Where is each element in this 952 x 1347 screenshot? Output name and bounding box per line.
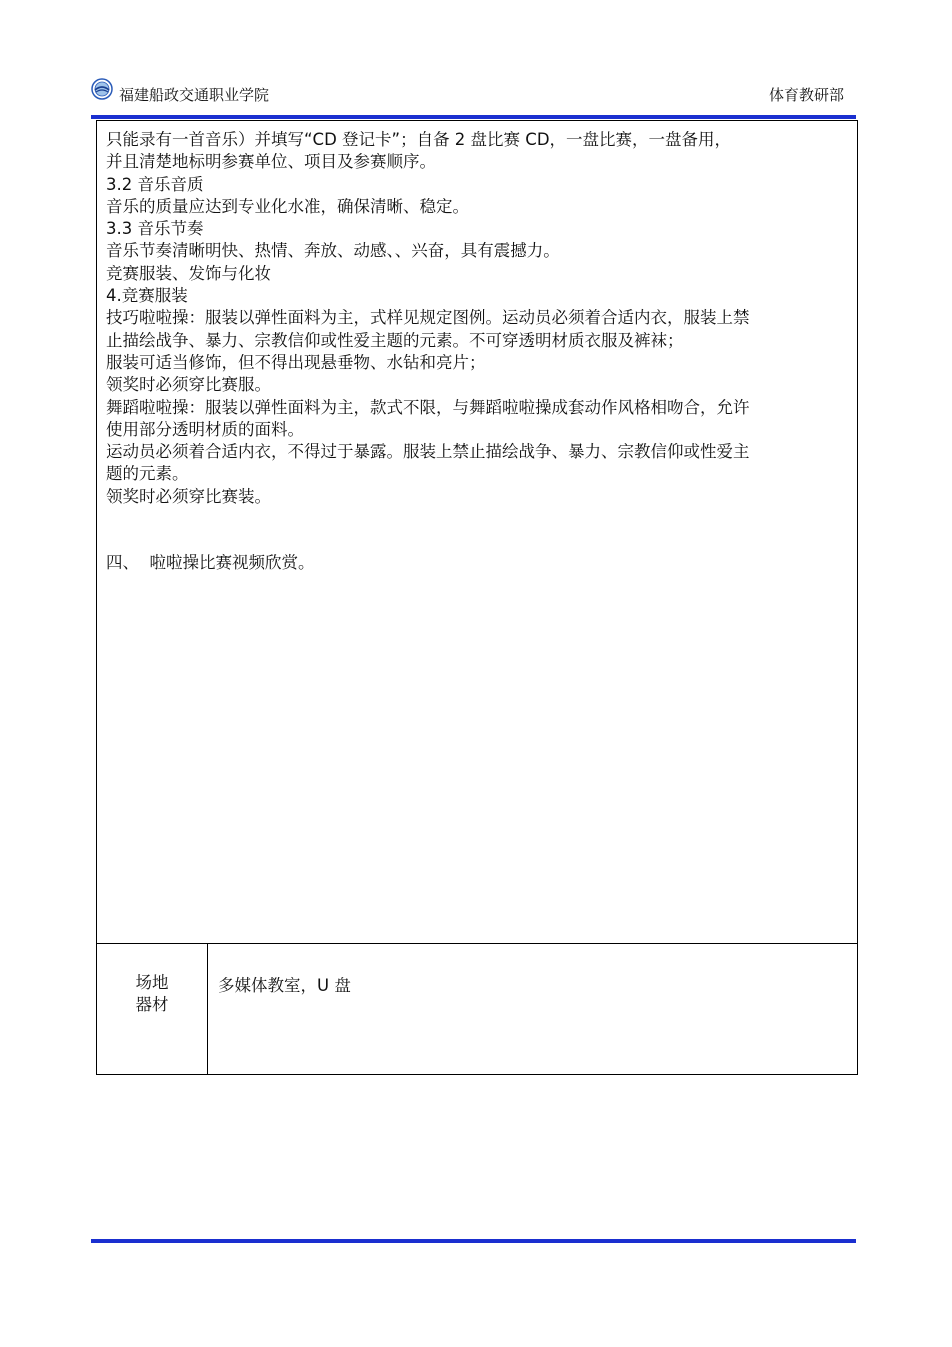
text-line: 音乐的质量应达到专业化水准，确保清晰、稳定。 bbox=[106, 196, 469, 216]
department-name: 体育教研部 bbox=[768, 86, 844, 104]
text-line: 领奖时必须穿比赛服。 bbox=[106, 375, 271, 395]
text-line: 只能录有一首音乐）并填写“CD 登记卡”；自备 2 盘比赛 CD，一盘比赛，一盘备用， bbox=[106, 130, 732, 149]
text-line: 3.2 音乐音质 bbox=[106, 174, 204, 194]
text-line: 运动员必须着合适内衣，不得过于暴露。服装上禁止描绘战争、暴力、宗教信仰或性爱主 bbox=[106, 442, 750, 462]
venue-value-cell bbox=[208, 944, 858, 1075]
venue-value: 多媒体教室，U 盘 bbox=[218, 976, 351, 995]
venue-label-line2: 器材 bbox=[135, 995, 169, 1014]
venue-label-line1: 场地 bbox=[135, 973, 169, 992]
section-four-heading: 四、 啦啦操比赛视频欣赏。 bbox=[106, 553, 315, 573]
text-line: 技巧啦啦操：服装以弹性面料为主，式样见规定图例。运动员必须着合适内衣，服装上禁 bbox=[106, 308, 750, 328]
text-line: 4.竞赛服装 bbox=[106, 286, 188, 306]
content-cell bbox=[97, 121, 858, 944]
header-divider bbox=[91, 115, 856, 119]
text-line: 题的元素。 bbox=[106, 464, 189, 484]
text-line: 舞蹈啦啦操：服装以弹性面料为主，款式不限，与舞蹈啦啦操成套动作风格相吻合，允许 bbox=[106, 397, 750, 417]
college-emblem-icon bbox=[91, 78, 113, 100]
text-line: 领奖时必须穿比赛装。 bbox=[106, 486, 271, 506]
venue-label bbox=[97, 944, 207, 1016]
school-name: 福建船政交通职业学院 bbox=[119, 86, 270, 104]
text-line: 并且清楚地标明参赛单位、项目及参赛顺序。 bbox=[106, 152, 436, 172]
content-row bbox=[97, 121, 858, 944]
text-line: 竞赛服装、发饰与化妆 bbox=[106, 263, 271, 283]
text-line: 3.3 音乐节奏 bbox=[106, 219, 204, 239]
venue-label-cell bbox=[97, 944, 208, 1075]
footer-divider bbox=[91, 1239, 856, 1243]
lesson-plan-table bbox=[96, 120, 858, 1075]
text-line: 止描绘战争、暴力、宗教信仰或性爱主题的元素。不可穿透明材质衣服及裤袜； bbox=[106, 330, 684, 350]
venue-row bbox=[97, 944, 858, 1075]
page-header bbox=[91, 78, 856, 116]
text-line: 服装可适当修饰，但不得出现悬垂物、水钻和亮片； bbox=[106, 352, 486, 372]
text-line: 音乐节奏清晰明快、热情、奔放、动感、、兴奋，具有震撼力。 bbox=[106, 241, 560, 261]
text-line: 使用部分透明材质的面料。 bbox=[106, 419, 304, 439]
blank-space bbox=[106, 508, 850, 552]
